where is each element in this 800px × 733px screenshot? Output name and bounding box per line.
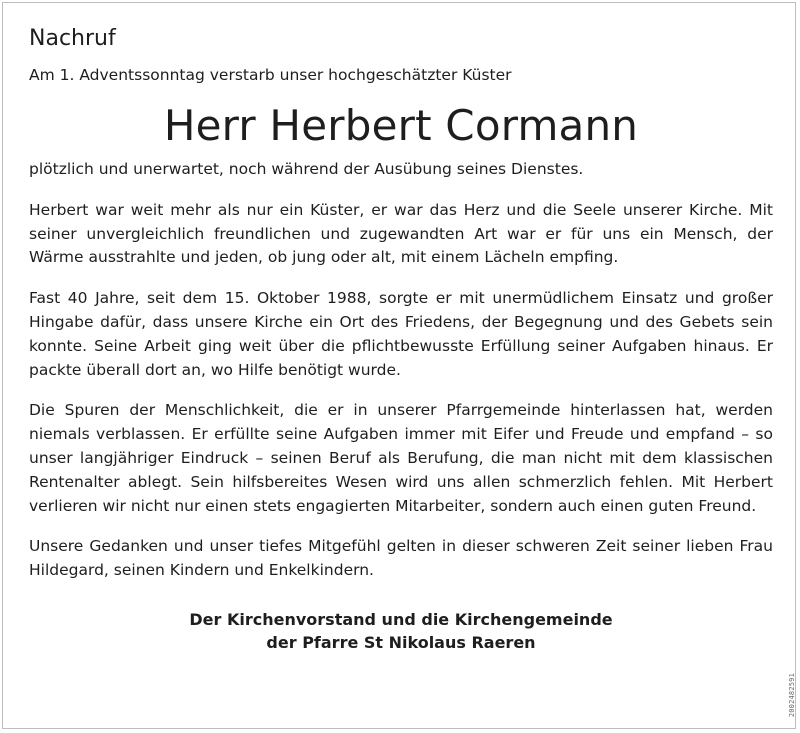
deceased-name: Herr Herbert Cormann bbox=[163, 101, 639, 150]
paragraph-circumstances: plötzlich und unerwartet, noch während der Ausübung seines Dienstes. bbox=[29, 160, 584, 178]
signature-line: Der Kirchenvorstand und die Kirchengemeinde bbox=[189, 609, 613, 629]
paragraph-condolences: Unsere Gedanken und unser tiefes Mitgefühl gelten in dieser schweren Zeit seiner lieben Frau Hildegard, seinen Kindern und Enkelkindern. bbox=[29, 537, 773, 580]
reference-code: 2002482591 bbox=[788, 672, 796, 717]
signature-block bbox=[29, 608, 773, 655]
paragraph-legacy: Die Spuren der Menschlichkeit, die er in unserer Pfarrgemeinde hinterlassen hat, werden niemals verblassen. Er erfüllte seine Aufgaben immer mit Eifer und Freude und empfand – so unser langjähriger Eindruck – seinen Beruf als Berufung, die man nicht mit dem klassischen Rentenalter ablegt. Sein hilfsbereites Wesen wird uns allen schmerzlich fehlen. Mit Herbert verlieren wir nicht nur einen stets engagierten Mitarbeiter, sondern auch einen guten Freund. bbox=[29, 401, 773, 515]
paragraph-tribute: Herbert war weit mehr als nur ein Küster, er war das Herz und die Seele unserer Kirche. Mit seiner unvergleichlich freundlichen und zugewandten Art war er für uns ein Mensch, der Wärme ausstrahlte und jeden, ob jung oder alt, mit einem Lächeln empfing. bbox=[29, 200, 773, 267]
notice-heading: Nachruf bbox=[29, 26, 116, 51]
paragraph-service: Fast 40 Jahre, seit dem 15. Oktober 1988, sorgte er mit unermüdlichem Einsatz und großer Hingabe dafür, dass unsere Kirche ein Ort des Friedens, der Begegnung und des Gebets sein konnte. Seine Arbeit ging weit über die pflichtbewusste Erfüllung seiner Aufgaben hinaus. Er packte überall dort an, wo Hilfe benötigt wurde. bbox=[29, 289, 773, 379]
obituary-notice bbox=[29, 20, 773, 655]
signature-line: der Pfarre St Nikolaus Raeren bbox=[266, 633, 536, 653]
intro-line: Am 1. Adventssonntag verstarb unser hochgeschätzter Küster bbox=[29, 66, 512, 84]
